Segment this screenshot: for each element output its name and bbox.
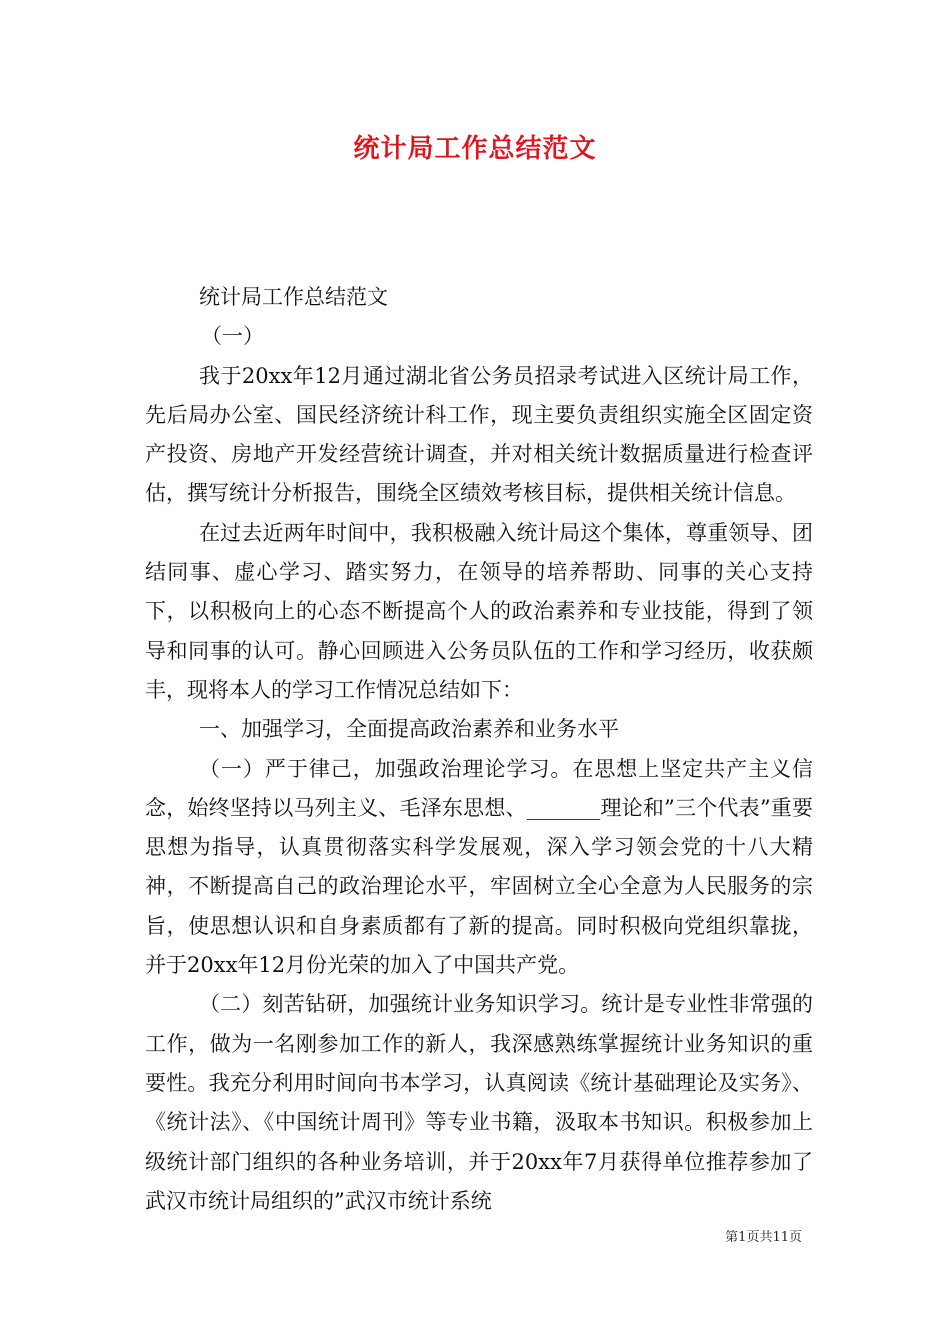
subtitle: 统计局工作总结范文 [199,285,388,309]
paragraph-intro: 我于20xx年12月通过湖北省公务员招录考试进入区统计局工作，先后局办公室、国民经济统计科工作，现主要负责组织实施全区固定资产投资、房地产开发经营统计调查，并对相关统计数据质量进行检查评估，撰写统计分析报告，围绕全区绩效考核目标，提供相关统计信息。 [145,363,813,506]
document-body [145,278,813,1221]
paragraph-political-study: （一）严于律己，加强政治理论学习。在思想上坚定共产主义信念，始终坚持以马列主义、毛泽东思想、_______理论和”三个代表”重要思想为指导，认真贯彻落实科学发展观，深入学习领会党的十八大精神，不断提高自己的政治理论水平，牢固树立全心全意为人民服务的宗旨，使思想认识和自身素质都有了新的提高。同时积极向党组织靠拢，并于20xx年12月份光荣的加入了中国共产党。 [145,756,813,978]
section-heading: 一、加强学习，全面提高政治素养和业务水平 [199,717,619,742]
page-title: 统计局工作总结范文 [353,134,597,164]
paragraph-overview: 在过去近两年时间中，我积极融入统计局这个集体，尊重领导、团结同事、虚心学习、踏实努力，在领导的培养帮助、同事的关心支持下，以积极向上的心态不断提高个人的政治素养和专业技能，得到了领导和同事的认可。静心回顾进入公务员队伍的工作和学习经历，收获颇丰，现将本人的学习工作情况总结如下： [145,520,813,702]
page-number: 第1页共11页 [725,1230,802,1245]
paragraph-statistics-study: （二）刻苦钻研，加强统计业务知识学习。统计是专业性非常强的工作，做为一名刚参加工作的新人，我深感熟练掌握统计业务知识的重要性。我充分利用时间向书本学习，认真阅读《统计基础理论及实务》、《统计法》、《中国统计周刊》等专业书籍，汲取本书知识。积极参加上级统计部门组织的各种业务培训，并于20xx年7月获得单位推荐参加了武汉市统计局组织的”武汉市统计系统 [145,992,813,1213]
section-marker: （一） [201,324,264,349]
